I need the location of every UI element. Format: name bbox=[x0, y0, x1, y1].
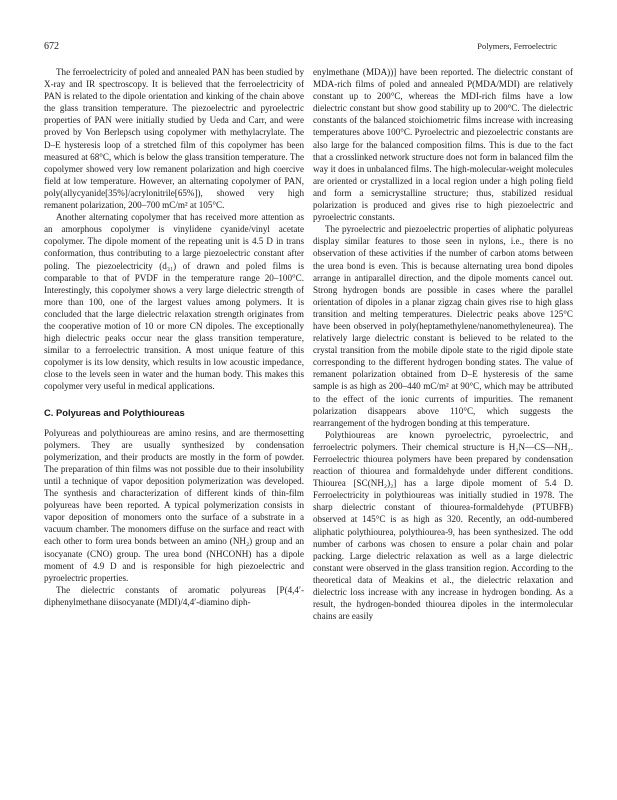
page-number: 672 bbox=[44, 41, 59, 52]
left-column bbox=[44, 66, 304, 608]
paragraph: The ferroelectricity of poled and annealed PAN has been studied by X-ray and IR spectroscopy. It is believed that the ferroelectricity of PAN is related to the dipole orientation and kinking of the chain above the glass transition temperature. The piezoelectric and pyroelectric properties of PAN were initially studied by Ueda and Carr, and were proved by Von Berlepsch using copolymer with methylacrylate. The D–E hysteresis loop of a stretched film of this copolymer has been measured at 68°C, which is below the glass transition temperature. The copolymer showed very low remanent polarization and high coercive field at low temperature. However, an alternating copolymer of PAN, poly(allycyanide[35%]/acrylonitrile[65%]), showed very high remanent polarization, 200–700 mC/m² at 105°C. bbox=[44, 67, 304, 211]
paragraph: The pyroelectric and piezoelectric properties of aliphatic polyureas display similar features to those seen in nylons, i.e., there is no observation of these activities if the number of carbon atoms between the urea bond is even. This is because alternating urea bond dipoles arrange in antiparallel direction, and the dipole moments cancel out. Strong hydrogen bonds are possible in cases where the parallel orientation of dipoles in a planar zigzag chain gives rise to high glass transition and melting temperatures. Dielectric peaks above 125°C have been observed in poly(heptamethylene/nanomethyleneurea). The relatively large dielectric constant is believed to be related to the crystal transition from the mobile dipole state to the rigid dipole state corresponding to the different hydrogen bonding states. The value of remanent polarization obtained from D–E hysteresis of the same sample is as high as 200–440 mC/m² at 90°C, which may be attributed to the effect of the ionic currents of impurities. The remanent polarization disappears above 110°C, which suggests the rearrangement of the hydrogen bonding at this temperature. bbox=[313, 224, 573, 428]
paragraph: Polythioureas are known pyroelectric, pyroelectric, and ferroelectric polymers. Their chemical structure is H₂N—CS—NH₂. Ferroelectric thiourea polymers have been prepared by condensation reaction of thiourea and formaldehyde under different conditions. Thiourea [SC(NH₂)₂] has a large dipole moment of 5.4 D. Ferroelectricity in polythioureas was initially studied in 1978. The sharp dielectric constant of thiourea-formaldehyde (PTUBFB) observed at 145°C is as high as 320. Recently, an odd-numbered aliphatic polythiourea, polythiourea-9, has been synthesized. The odd number of carbons was chosen to ensure a polar chain and polar packing. Large dielectric relaxation as well as a large dielectric constant were observed in the glass transition region. According to the theoretical data of Meakins et al., the dielectric relaxation and dielectric loss increase with any increase in hydrogen bonding. As a result, the hydrogen-bonded thiourea dipoles in the intermolecular chains are easily bbox=[313, 429, 573, 622]
paragraph: enylmethane (MDA))] have been reported. The dielectric constant of MDA-rich films of poled and annealed P(MDA/MDI) are relatively constant up to 200°C, whereas the MDI-rich films have a low dielectric constant but show good stability up to 200°C. The dielectric constants of the balanced stoichiometric films increase with increasing temperatures above 100°C. Pyroelectric and piezoelectric constants are also large for the balanced composition films. This is due to the fact that a crosslinked network structure does not form in balanced film the way it does in unbalanced films. The high-molecular-weight molecules are oriented or crystallized in a local region under a high poling field and form a semicrystalline structure; thus, stabilized residual polarization is produced and gives rise to high piezoelectric and pyroelectric constants. bbox=[313, 67, 573, 223]
paragraph: Polyureas and polythioureas are amino resins, and are thermosetting polymers. They are usually synthesized by condensation polymerization, and their products are mostly in the form of powder. The preparation of thin films was not possible due to their insolubility until a technique of vapor deposition polymerization was developed. The synthesis and characterization of different kinds of thin-film polyureas have been reported. A typical polymerization consists in vapor deposition of monomers onto the surface of a substrate in a vacuum chamber. The monomers diffuse on the surface and react with each other to form urea bonds between an amino (NH₂) group and an isocyanate (CNO) group. The urea bond (NHCONH) has a dipole moment of 4.9 D and is responsible for high piezoelectric and pyroelectric properties. bbox=[44, 427, 304, 583]
paragraph: Another alternating copolymer that has received more attention as an amorphous copolymer is vinylidene cyanide/vinyl acetate copolymer. The dipole moment of the repeating unit is 4.5 D in trans conformation, thus contributing to a large piezoelectric constant after poling. The piezoelectricity (d₃₁) of drawn and poled films is comparable to that of PVDF in the temperature range 20–100°C. Interestingly, this copolymer shows a very large dielectric strength of more than 100, one of the largest values among polymers. It is concluded that the large dielectric relaxation strength originates from the cooperative motion of 10 or more CN dipoles. The exceptionally high dielectric peaks occur near the glass transition temperature, similar to a ferroelectric transition. A most unique feature of this copolymer is its low density, which results in low acoustic impedance, close to the levels seen in water and the human body. This makes this copolymer very useful in medical applications. bbox=[44, 212, 304, 392]
running-title: Polymers, Ferroelectric bbox=[477, 41, 557, 51]
paragraph: The dielectric constants of aromatic polyureas [P(4,4′-diphenylmethane diisocyanate (MDI)/4,4′-diamino diph- bbox=[44, 584, 304, 607]
right-column bbox=[313, 66, 573, 622]
section-heading: C. Polyureas and Polythioureas bbox=[44, 406, 185, 418]
